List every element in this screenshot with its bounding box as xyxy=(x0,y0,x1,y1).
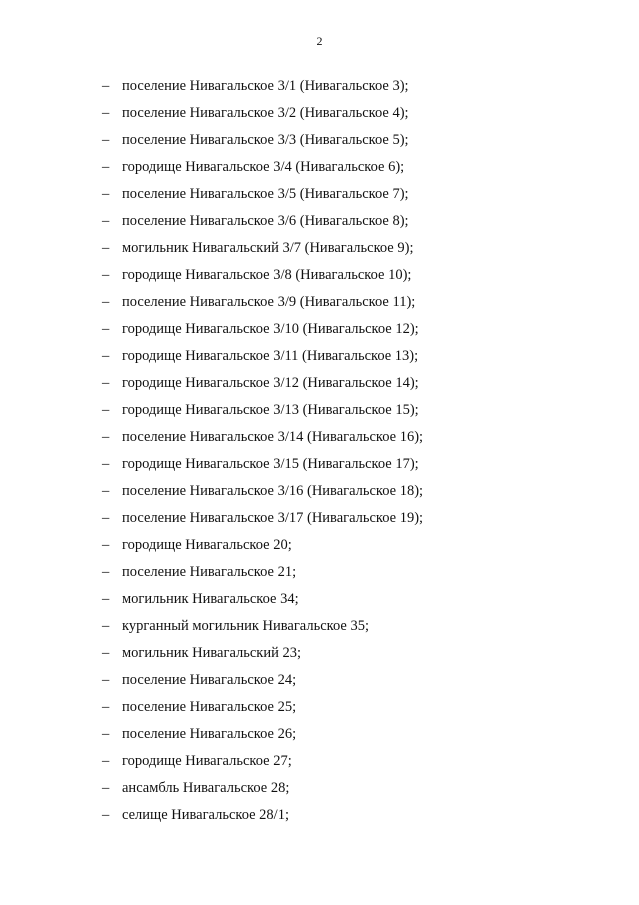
list-item-text: могильник Нивагальский 23; xyxy=(122,645,302,661)
list-item-text: городище Нивагальское 3/13 (Нивагальское 15); xyxy=(122,402,419,418)
list-dash: – xyxy=(102,510,110,526)
list-dash: – xyxy=(102,105,110,121)
list-dash: – xyxy=(102,564,110,580)
list-item-text: городище Нивагальское 3/11 (Нивагальское 13); xyxy=(122,348,419,364)
list-item-text: городище Нивагальское 27; xyxy=(122,753,292,769)
list-item-text: поселение Нивагальское 3/9 (Нивагальское 11); xyxy=(122,294,416,310)
list-item-text: ансамбль Нивагальское 28; xyxy=(122,780,290,796)
list-item-text: поселение Нивагальское 26; xyxy=(122,726,297,742)
list-dash: – xyxy=(102,159,110,175)
list-dash: – xyxy=(102,456,110,472)
list-item-text: городище Нивагальское 3/8 (Нивагальское 10); xyxy=(122,267,412,283)
list-item-text: поселение Нивагальское 3/17 (Нивагальское 19); xyxy=(122,510,424,526)
list-dash: – xyxy=(102,753,110,769)
list-dash: – xyxy=(102,267,110,283)
list-dash: – xyxy=(102,672,110,688)
list-item-text: поселение Нивагальское 3/2 (Нивагальское 4); xyxy=(122,105,409,121)
list-item-text: городище Нивагальское 3/12 (Нивагальское 14); xyxy=(122,375,419,391)
list-item-text: городище Нивагальское 3/10 (Нивагальское 12); xyxy=(122,321,419,337)
list-dash: – xyxy=(102,780,110,796)
list-item-text: могильник Нивагальский 3/7 (Нивагальское 9); xyxy=(122,240,414,256)
list-item-text: селище Нивагальское 28/1; xyxy=(122,807,289,823)
list-item-text: городище Нивагальское 20; xyxy=(122,537,292,553)
list-dash: – xyxy=(102,402,110,418)
list-dash: – xyxy=(102,186,110,202)
list-item-text: поселение Нивагальское 25; xyxy=(122,699,297,715)
list-dash: – xyxy=(102,618,110,634)
list-item-text: поселение Нивагальское 24; xyxy=(122,672,297,688)
list-item-text: поселение Нивагальское 3/5 (Нивагальское 7); xyxy=(122,186,409,202)
list-dash: – xyxy=(102,726,110,742)
list-item-text: поселение Нивагальское 3/3 (Нивагальское 5); xyxy=(122,132,409,148)
list-dash: – xyxy=(102,213,110,229)
list-item-text: поселение Нивагальское 3/16 (Нивагальское 18); xyxy=(122,483,424,499)
list-dash: – xyxy=(102,429,110,445)
list-dash: – xyxy=(102,537,110,553)
list-item-text: городище Нивагальское 3/4 (Нивагальское 6); xyxy=(122,159,405,175)
list-dash: – xyxy=(102,348,110,364)
list-dash: – xyxy=(102,78,110,94)
list-item-text: могильник Нивагальское 34; xyxy=(122,591,299,607)
list-dash: – xyxy=(102,294,110,310)
list-dash: – xyxy=(102,645,110,661)
page-number: 2 xyxy=(316,34,323,48)
list-item-text: поселение Нивагальское 3/6 (Нивагальское 8); xyxy=(122,213,409,229)
list-dash: – xyxy=(102,321,110,337)
list-dash: – xyxy=(102,699,110,715)
list-item-text: городище Нивагальское 3/15 (Нивагальское 17); xyxy=(122,456,419,472)
list-dash: – xyxy=(102,807,110,823)
list-item-text: поселение Нивагальское 21; xyxy=(122,564,297,580)
list-dash: – xyxy=(102,375,110,391)
list-dash: – xyxy=(102,240,110,256)
list-dash: – xyxy=(102,132,110,148)
list-dash: – xyxy=(102,591,110,607)
list-item-text: курганный могильник Нивагальское 35; xyxy=(122,618,369,634)
list-dash: – xyxy=(102,483,110,499)
list-item-text: поселение Нивагальское 3/1 (Нивагальское 3); xyxy=(122,78,409,94)
list-item-text: поселение Нивагальское 3/14 (Нивагальское 16); xyxy=(122,429,424,445)
